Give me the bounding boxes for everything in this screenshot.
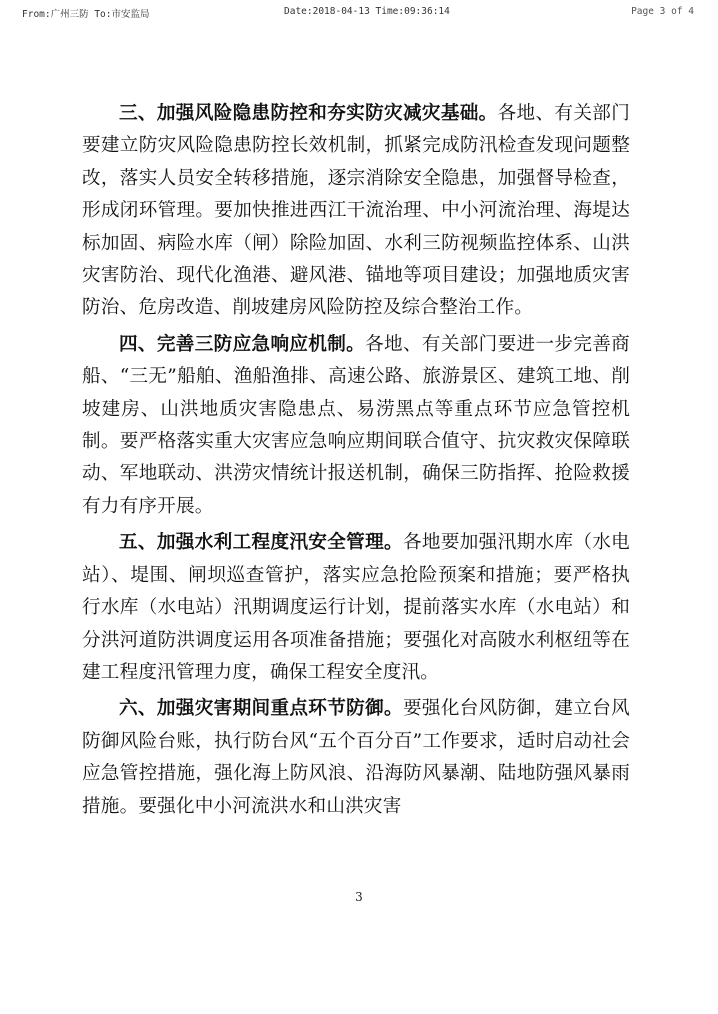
fax-header	[0, 6, 718, 22]
paragraph-heading: 五、加强水利工程度汛安全管理。	[119, 532, 403, 554]
paragraph-heading: 三、加强风险隐患防控和夯实防灾减灾基础。	[119, 103, 498, 124]
paragraph-text: 要强化台风防御，建立台风防御风险台账，执行防台风“五个百分百”工作要求，适时启动社会应急管控措施，强化海上防风浪、沿海防风暴潮、陆地防强风暴雨措施。要强化中小河流洪水和山洪灾害	[82, 698, 630, 817]
paragraph-text: 各地、有关部门要建立防灾风险隐患防控长效机制，抓紧完成防汛检查发现问题整改，落实人员安全转移措施，逐宗消除安全隐患，加强督导检查，形成闭环管理。要加快推进西江干流治理、中小河流治理、海堤达标加固、病险水库（闸）除险加固、水利三防视频监控体系、山洪灾害防治、现代化渔港、避风港、锚地等项目建设；加强地质灾害防治、危房改造、削坡建房风险防控及综合整治工作。	[82, 103, 630, 319]
fax-from: From:广州三防 To:市安监局	[22, 9, 150, 20]
paragraph-text: 各地、有关部门要进一步完善商船、“三无”船舶、渔船渔排、高速公路、旅游景区、建筑工地、削坡建房、山洪地质灾害隐患点、易涝黑点等重点环节应急管控机制。要严格落实重大灾害应急响应期间联合值守、抗灾救灾保障联动、军地联动、洪涝灾情统计报送机制，确保三防指挥、抢险救援有力有序开展。	[82, 333, 630, 517]
fax-date: Date:2018-04-13 Time:09:36:14	[284, 6, 450, 17]
document-body	[82, 98, 630, 827]
paragraph-six	[82, 693, 630, 823]
paragraph-four	[82, 329, 630, 523]
paragraph-five	[82, 527, 630, 689]
page-number: 3	[355, 890, 363, 904]
paragraph-text: 各地要加强汛期水库（水电站）、堤围、闸坝巡查管护，落实应急抢险预案和措施；要严格执行水库（水电站）汛期调度运行计划，提前落实水库（水电站）和分洪河道防洪调度运用各项准备措施；要强化对高陂水利枢纽等在建工程度汛管理力度，确保工程安全度汛。	[82, 532, 630, 683]
paragraph-heading: 四、完善三防应急响应机制。	[119, 333, 366, 355]
paragraph-heading: 六、加强灾害期间重点环节防御。	[119, 698, 403, 720]
paragraph-three	[82, 98, 630, 325]
fax-page: Page 3 of 4	[631, 6, 694, 17]
